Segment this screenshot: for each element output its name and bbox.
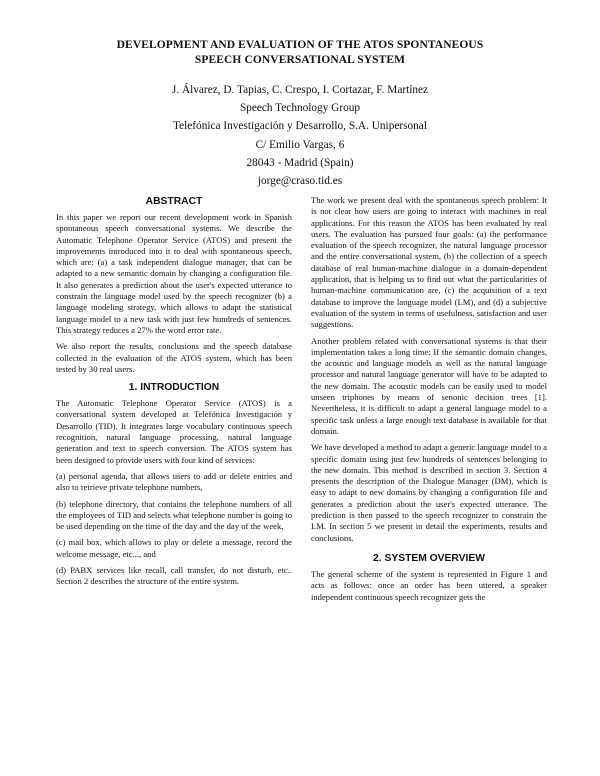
introduction-item-d: (d) PABX services like recall, call transfer, do not disturb, etc.. Section 2 describes the structure of the entire system. xyxy=(56,565,292,587)
author-street: C/ Emilio Vargas, 6 xyxy=(255,138,345,151)
introduction-item-a: (a) personal agenda, that allows users to add or delete entries and also to retrieve private telephone numbers, xyxy=(56,470,292,493)
introduction-heading: 1. INTRODUCTION xyxy=(128,382,220,394)
title-line-1: DEVELOPMENT AND EVALUATION OF THE ATOS SPONTANEOUS xyxy=(116,39,484,51)
introduction-paragraph-1: The Automatic Telephone Operator Service (ATOS) is a conversational system developed at Telefónica Investigación y Desarrollo (TID). It integrates large vocabulary continuous speech recognition, natural language processing, natural language generation and text to speech conversion. The ATOS system has been designed to provide users with four kind of services: xyxy=(56,398,292,465)
author-group: Speech Technology Group xyxy=(239,102,361,115)
introduction-item-c: (c) mail box, which allows to play or delete a message, record the welcome message, etc..., and xyxy=(56,537,292,559)
right-paragraph-3: We have developed a method to adapt a generic language model to a specific domain using just few hundreds of sentences belonging to the new domain. This method is described in section 3. Section 4 presents the description of the Dialogue Manager (DM), which is easy to adapt to new domains by changing a configuration file and generates a prediction about the user's expected utterance. The prediction is then passed to the speech recognizer to constrain the LM. In section 5 we present in detail the experiments, results and conclusions. xyxy=(311,442,547,543)
abstract-paragraph-1: In this paper we report our recent development work in Spanish spontaneous speech conversational systems. We describe the Automatic Telephone Operator Service (ATOS) and present the improvements introduced into it to deal with spontaneous speech, which are: (a) a task independent dialogue manager, that can be adapted to a new semantic domain by changing a configuration file. It also generates a prediction about the user's expected utterance to constrain the language model used by the speech recognizer (b) a language modeling strategy, which allows to adapt the statistical language model to a new task with just few hundreds of sentences. This strategy reduces a 27% the word error rate. xyxy=(56,212,292,335)
author-names: J. Álvarez, D. Tapias, C. Crespo, I. Cortazar, F. Martínez xyxy=(171,84,429,96)
abstract-heading: ABSTRACT xyxy=(145,196,203,207)
title-line-2: SPEECH CONVERSATIONAL SYSTEM xyxy=(194,54,406,66)
author-affiliation: Telefónica Investigación y Desarrollo, S.A. Unipersonal xyxy=(173,120,427,133)
system-overview-paragraph-1: The general scheme of the system is represented in Figure 1 and acts as follows: once an order has been uttered, a speaker independent continuous speech recognizer gets the xyxy=(311,568,547,602)
right-column xyxy=(311,195,547,608)
abstract-paragraph-2: We also report the results, conclusions and the speech database collected in the evaluation of the ATOS system, which has been tested by 30 real users. xyxy=(56,341,292,374)
right-paragraph-1: The work we present deal with the spontaneous speech problem: It is not clear how users are going to interact with machines in real applications. For this reason the ATOS has been evaluated by real users. The evaluation has pursued four goals: (a) the performance evaluation of the speech recognizer, the natural language processor and the entire conversational system, (b) the collection of a speech database of real human-machine dialogue in a domain-dependent application, that is helping us to find out what the particularities of human-machine communication are, (c) the acquisition of a text database to improve the language model (LM), and (d) a subjective evaluation of the system in terms of usefulness, satisfaction and user suggestions. xyxy=(311,195,547,330)
right-paragraph-2: Another problem related with conversational systems is that their implementation takes a long time: If the semantic domain changes, the acoustic and language models as well as the natural language processor and natural language generator will have to be adapted to the new domain. The acoustic models can be easily used to model unseen triphones by means of senonic decision trees [1]. Nevertheless, it is difficult to adapt a general language model to a specific task unless a large enough text database is available for that domain. xyxy=(311,335,547,436)
left-column xyxy=(56,195,292,593)
author-block xyxy=(60,81,540,190)
introduction-item-b: (b) telephone directory, that contains the telephone numbers of all the employees of TID and selects what telephone number is going to be used depending on the time of the day and the day of the week, xyxy=(56,498,292,532)
paper-title xyxy=(60,38,540,68)
author-email: jorge@craso.tid.es xyxy=(257,175,343,188)
system-overview-heading: 2. SYSTEM OVERVIEW xyxy=(373,552,485,564)
author-city: 28043 - Madrid (Spain) xyxy=(246,156,354,169)
